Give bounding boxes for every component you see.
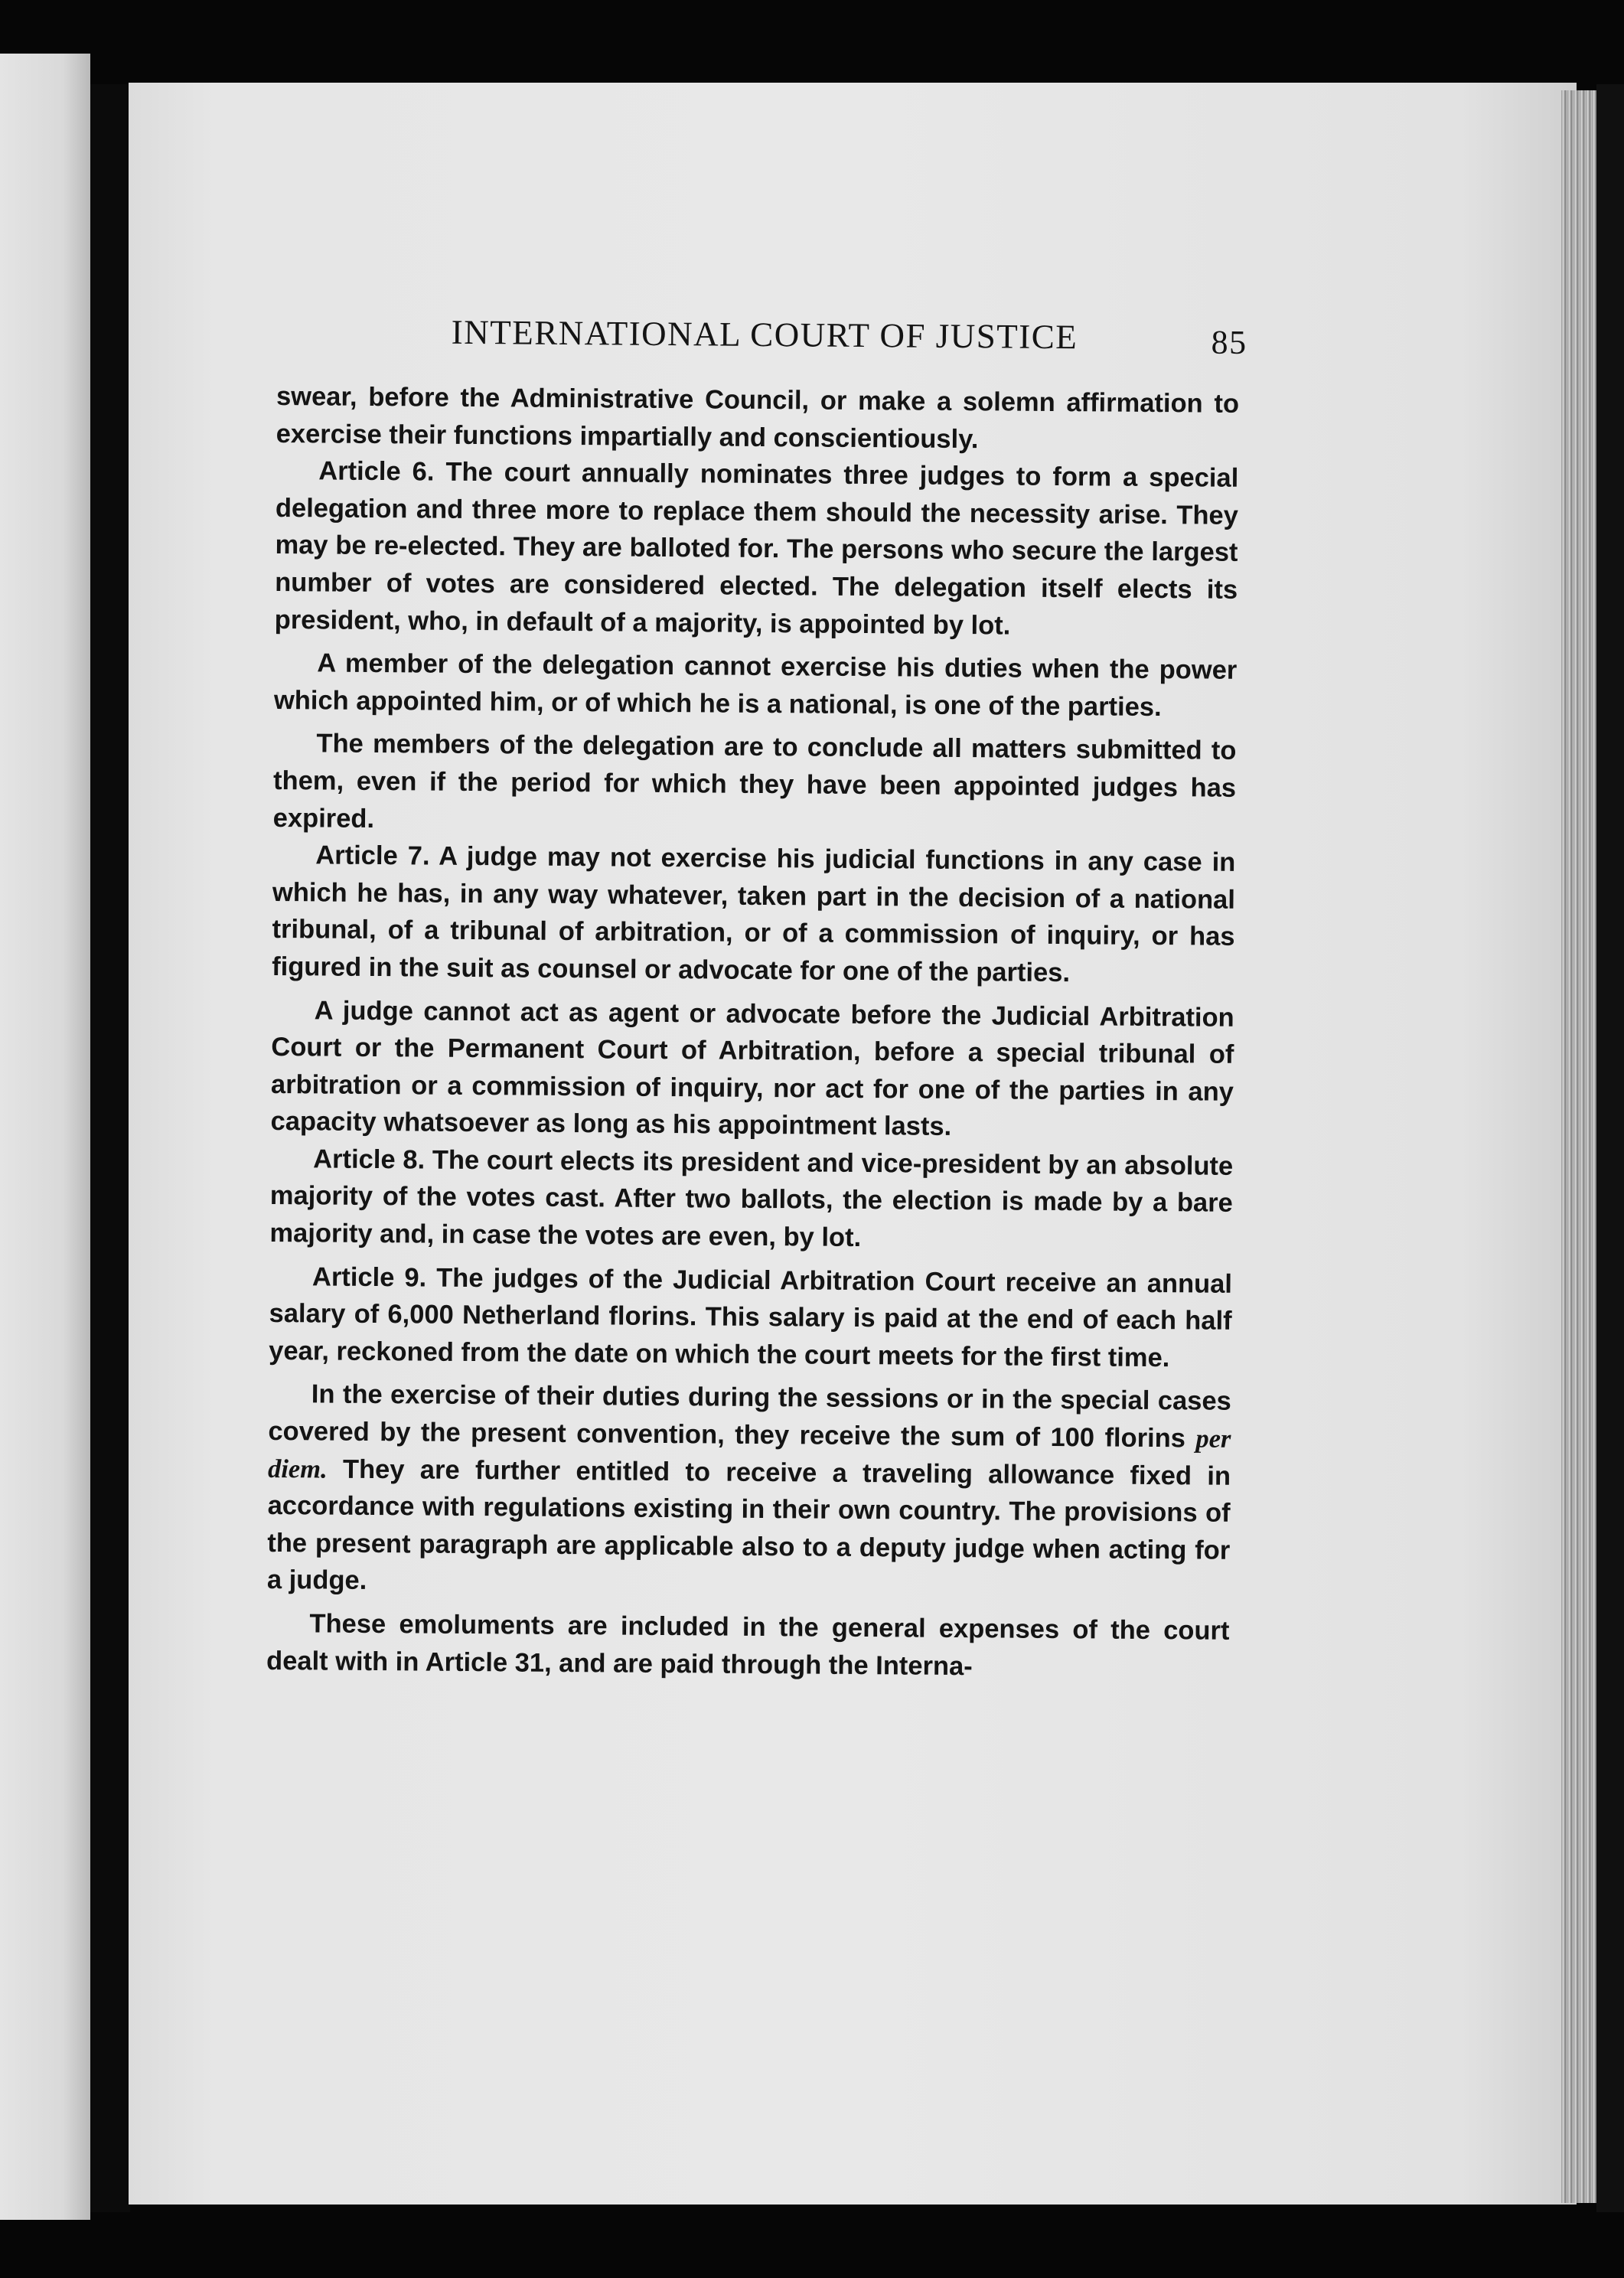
paragraph-article-8: Article 8. The court elects its president and vice-president by an absolute majority of the votes cast. After two ballots, the election is made by a bare majority and, in case the votes are even, by lot. [269,1144,1234,1253]
page-stack-edge [1561,90,1596,2203]
running-head-title: INTERNATIONAL COURT OF JUSTICE [451,312,1078,357]
body-text [266,378,1239,1687]
page-number: 85 [1211,323,1247,361]
paragraph-text: They are further entitled to receive a traveling allowance fixed in accordance with regulations existing in their own country. The provisions of the present paragraph are applicable also to a deputy judge when acting for a judge. [266,1454,1231,1596]
paragraph-text: In the exercise of their duties during the sessions or in the special cases covered by the present convention, they receive the sum of 100 florins [268,1379,1231,1454]
scan-border [1596,84,1624,2212]
paragraph: The members of the delegation are to conclude all matters submitted to them, even if the period for which they have been appointed judges has expired. [272,729,1237,834]
facing-page-edge [0,54,90,2220]
italic-phrase: per diem. [267,1424,1231,1484]
paragraph-article-9: Article 9. The judges of the Judicial Arbitration Court receive an annual salary of 6,000 Netherland florins. This salary is paid at the end of each half year, reckoned from the date on which the court meets for the first time. [269,1262,1233,1373]
paragraph-emoluments: These emoluments are included in the general expenses of the court dealt with in Article 31, and are paid through the Interna- [266,1609,1230,1681]
paragraph-article-6: Article 6. The court annually nominates three judges to form a special delegation and three more to replace them should the necessity arise. They may be re-elected. They are balloted for. The persons who secure the largest number of votes are considered elected. The delegation itself elects its president, who, in default of a majority, is appointed by lot. [274,456,1239,641]
page-text-block [266,305,1247,1687]
running-head [276,305,1247,372]
paragraph-article-7: Article 7. A judge may not exercise his judicial functions in any case in which he has, in any way whatever, taken part in the decision of a national tribunal, of a tribunal of arbitration, or of a commission of inquiry, or has figured in the suit as counsel or advocate for one of the parties. [272,840,1236,988]
paragraph: A member of the delegation cannot exercise his duties when the power which appointed him, or of which he is a national, is one of the parties. [273,648,1238,722]
paragraph-allowances [267,1376,1231,1606]
paragraph: A judge cannot act as agent or advocate before the Judicial Arbitration Court or the Permanent Court of Arbitration, before a special tribunal of arbitration or a commission of inquiry, nor act for one of the parties in any capacity whatsoever as long as his appointment lasts. [270,995,1234,1142]
book-gutter [90,84,130,2212]
paragraph: swear, before the Administrative Council, or make a solemn affirmation to exercise their functions impartially and conscientiously. [276,381,1240,454]
